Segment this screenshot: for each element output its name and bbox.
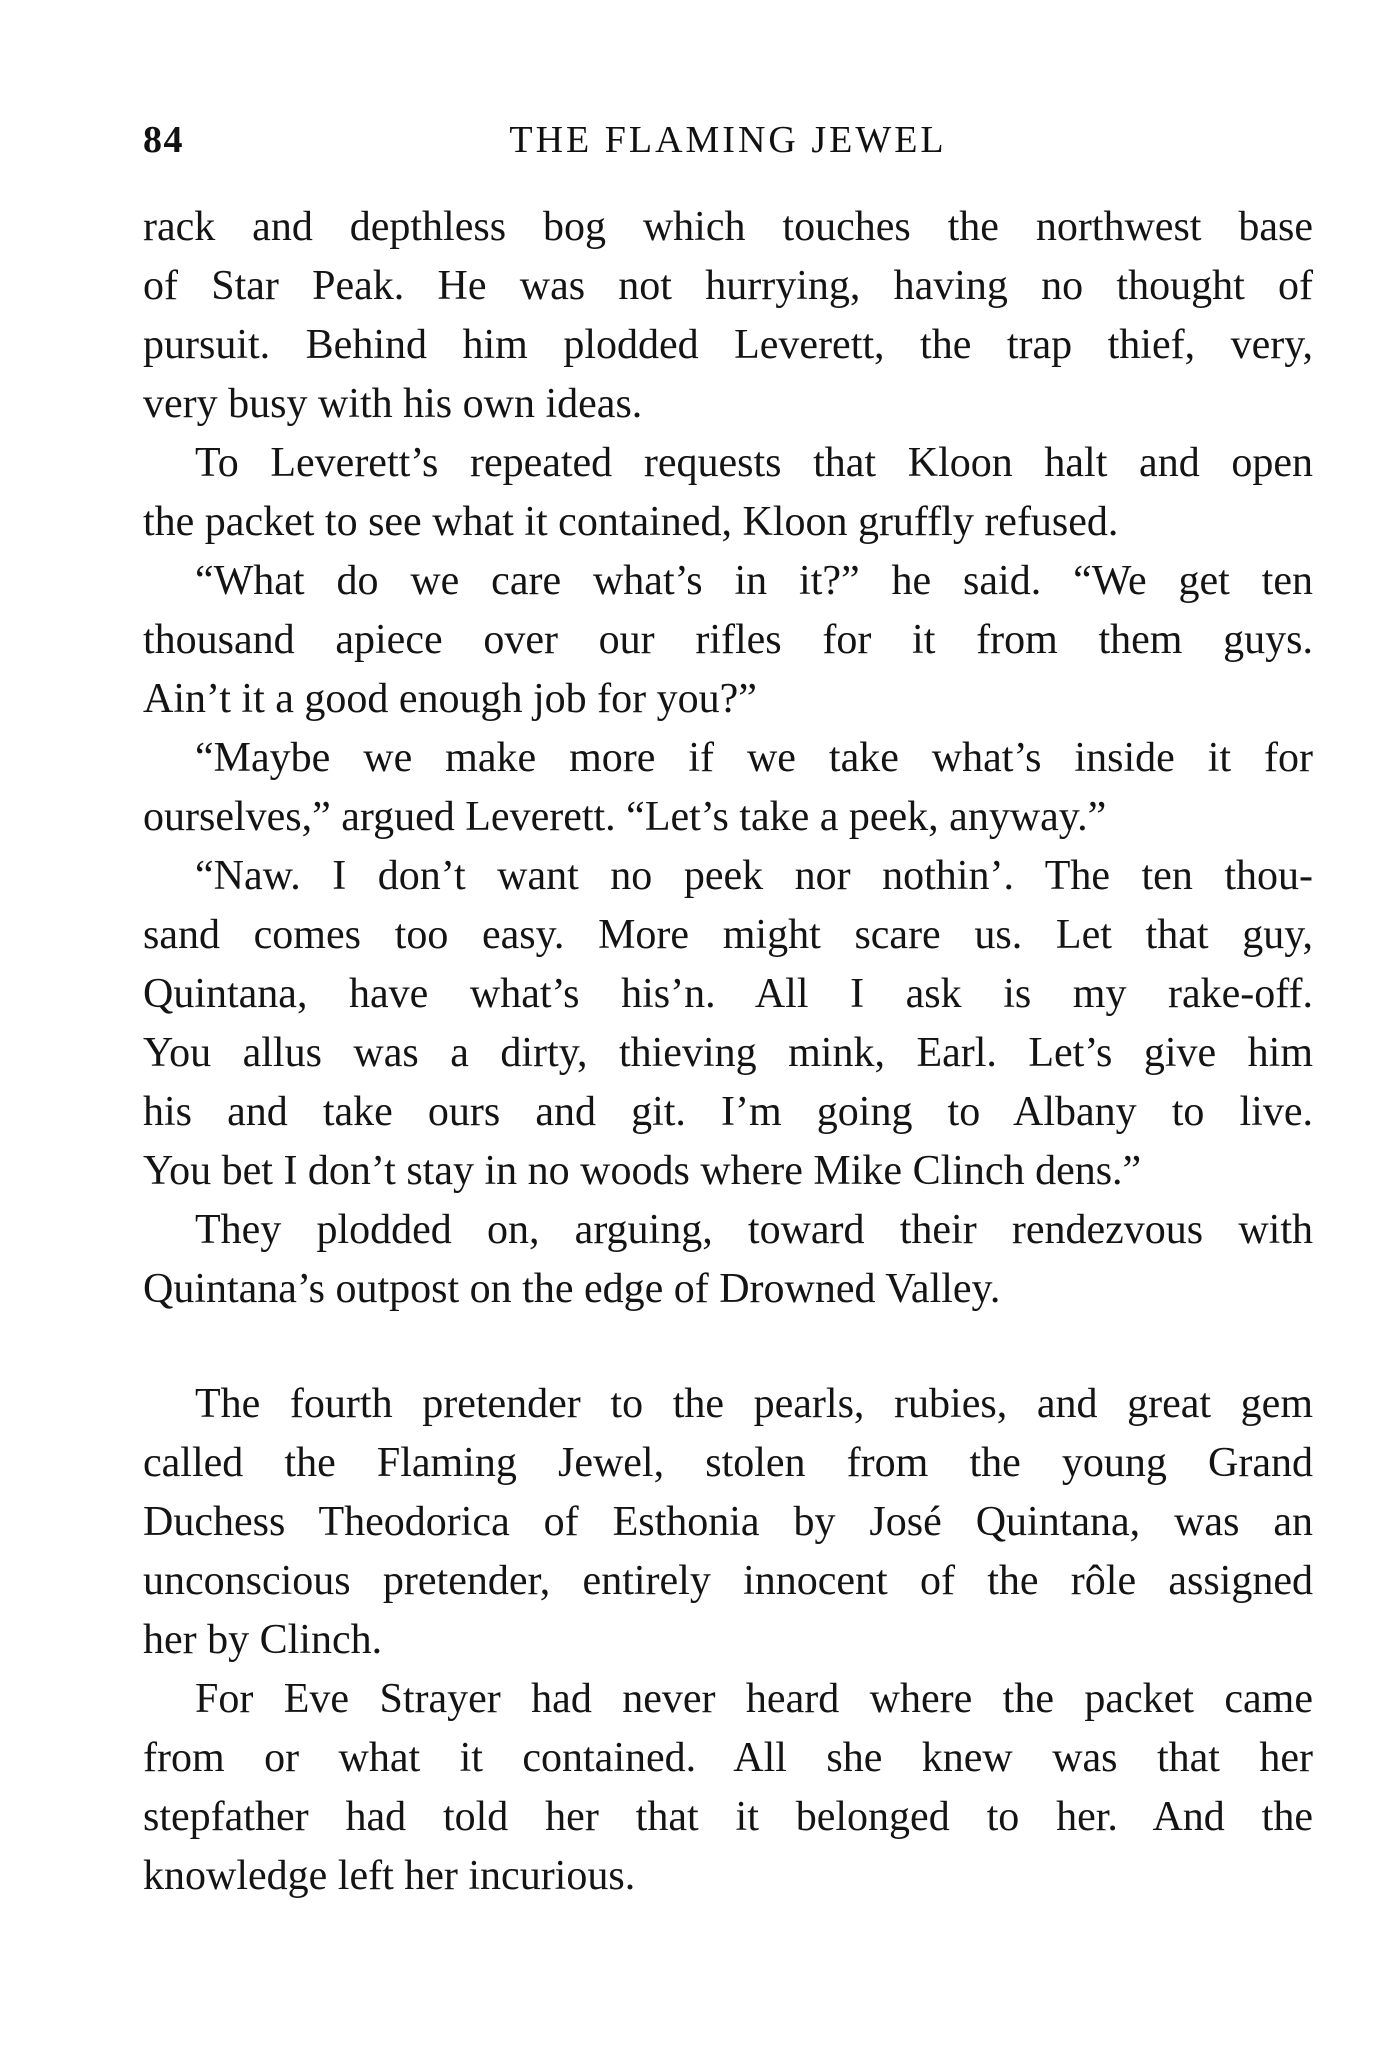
text-section-1 <box>143 198 1313 1319</box>
text-line: Duchess Theodorica of Esthonia by José Quintana, was an <box>143 1499 1313 1545</box>
text-line: You bet I don’t stay in no woods where Mike Clinch dens.” <box>143 1148 1142 1194</box>
text-line: To Leverett’s repeated requests that Kloon halt and open <box>195 440 1313 486</box>
text-line: Quintana, have what’s his’n. All I ask is my rake-off. <box>143 971 1313 1017</box>
text-line: of Star Peak. He was not hurrying, having no thought of <box>143 263 1313 309</box>
paragraph <box>143 847 1313 1201</box>
text-line: For Eve Strayer had never heard where the packet came <box>195 1676 1313 1722</box>
text-line: “Naw. I don’t want no peek nor nothin’. The ten thou- <box>195 853 1313 899</box>
text-section-2 <box>143 1375 1313 1906</box>
text-line: called the Flaming Jewel, stolen from the young Grand <box>143 1440 1313 1486</box>
paragraph <box>143 198 1313 434</box>
paragraph <box>143 729 1313 847</box>
text-line: his and take ours and git. I’m going to Albany to live. <box>143 1089 1313 1135</box>
book-title: THE FLAMING JEWEL <box>509 119 947 161</box>
text-line: The fourth pretender to the pearls, rubies, and great gem <box>195 1381 1313 1427</box>
text-line: You allus was a dirty, thieving mink, Earl. Let’s give him <box>143 1030 1313 1076</box>
text-line: ourselves,” argued Leverett. “Let’s take a peek, anyway.” <box>143 794 1107 840</box>
text-line: stepfather had told her that it belonged to her. And the <box>143 1794 1313 1840</box>
paragraph <box>143 1375 1313 1670</box>
text-line: very busy with his own ideas. <box>143 381 643 427</box>
paragraph <box>143 552 1313 729</box>
paragraph <box>143 434 1313 552</box>
running-head <box>143 118 1313 174</box>
text-line: the packet to see what it contained, Kloon gruffly refused. <box>143 499 1119 545</box>
paragraph <box>143 1670 1313 1906</box>
paragraph <box>143 1201 1313 1319</box>
page-number: 84 <box>143 119 184 161</box>
text-line: pursuit. Behind him plodded Leverett, the trap thief, very, <box>143 322 1313 368</box>
text-line: rack and depthless bog which touches the northwest base <box>143 204 1313 250</box>
text-line: sand comes too easy. More might scare us. Let that guy, <box>143 912 1313 958</box>
text-line: unconscious pretender, entirely innocent of the rôle assigned <box>143 1558 1313 1604</box>
text-line: knowledge left her incurious. <box>143 1853 636 1899</box>
text-line: thousand apiece over our rifles for it from them guys. <box>143 617 1313 663</box>
text-line: from or what it contained. All she knew was that her <box>143 1735 1313 1781</box>
text-line: “What do we care what’s in it?” he said. “We get ten <box>195 558 1313 604</box>
text-line: Quintana’s outpost on the edge of Drowned Valley. <box>143 1266 1001 1312</box>
text-line: They plodded on, arguing, toward their rendezvous with <box>195 1207 1313 1253</box>
text-line: “Maybe we make more if we take what’s inside it for <box>195 735 1313 781</box>
text-line: Ain’t it a good enough job for you?” <box>143 676 757 722</box>
text-line: her by Clinch. <box>143 1617 383 1663</box>
